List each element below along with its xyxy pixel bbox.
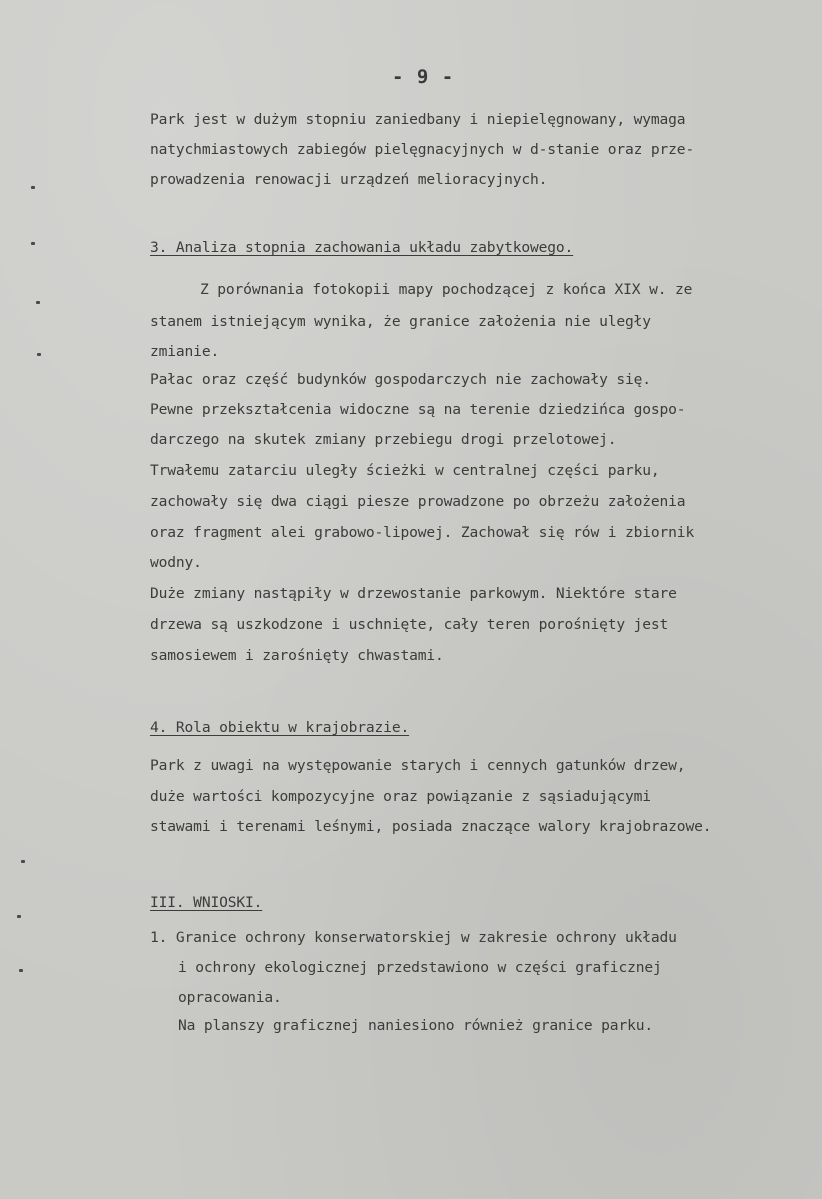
section-3-line: oraz fragment alei grabowo-lipowej. Zachował się rów i zbiornik [150,524,695,541]
intro-line: Park jest w dużym stopniu zaniedbany i niepielęgnowany, wymaga [150,111,686,128]
section-3-line: zmianie. [150,343,220,360]
section-iii-line: Na planszy graficznej naniesiono również granice parku. [178,1017,653,1034]
section-iii-line: i ochrony ekologicznej przedstawiono w części graficznej [178,959,662,976]
section-3-line: Trwałemu zatarciu uległy ścieżki w centralnej części parku, [150,462,660,479]
margin-mark [19,969,23,972]
intro-line: prowadzenia renowacji urządzeń melioracyjnych. [150,171,548,188]
margin-mark [37,353,41,356]
section-iii-heading: III. WNIOSKI. [150,894,263,911]
section-3-line: samosiewem i zarośnięty chwastami. [150,647,444,664]
intro-line: natychmiastowych zabiegów pielęgnacyjnych w d-stanie oraz prze- [150,141,695,158]
margin-mark [31,186,35,189]
section-3-heading: 3. Analiza stopnia zachowania układu zabytkowego. [150,239,574,256]
section-3-line: darczego na skutek zmiany przebiegu drogi przelotowej. [150,431,617,448]
page-number: - 9 - [392,66,455,88]
section-3-line: stanem istniejącym wynika, że granice założenia nie uległy [150,313,651,330]
section-iii-line: opracowania. [178,989,282,1006]
margin-mark [21,860,25,863]
section-3-line: Pałac oraz część budynków gospodarczych nie zachowały się. [150,371,651,388]
margin-mark [36,301,40,304]
section-3-line: Pewne przekształcenia widoczne są na terenie dziedzińca gospo- [150,401,686,418]
section-3-line: zachowały się dwa ciągi piesze prowadzone po obrzeżu założenia [150,493,686,510]
section-3-line: drzewa są uszkodzone i uschnięte, cały teren porośnięty jest [150,616,669,633]
section-4-line: Park z uwagi na występowanie starych i cennych gatunków drzew, [150,757,686,774]
section-3-line: Duże zmiany nastąpiły w drzewostanie parkowym. Niektóre stare [150,585,677,602]
section-3-line: wodny. [150,554,202,571]
section-iii-line: 1. Granice ochrony konserwatorskiej w zakresie ochrony układu [150,929,677,946]
section-4-line: duże wartości kompozycyjne oraz powiązanie z sąsiadującymi [150,788,651,805]
margin-mark [31,242,35,245]
section-4-line: stawami i terenami leśnymi, posiada znaczące walory krajobrazowe. [150,818,712,835]
margin-mark [17,915,21,918]
section-4-heading: 4. Rola obiektu w krajobrazie. [150,719,410,736]
section-3-line: Z porównania fotokopii mapy pochodzącej z końca XIX w. ze [200,281,693,298]
